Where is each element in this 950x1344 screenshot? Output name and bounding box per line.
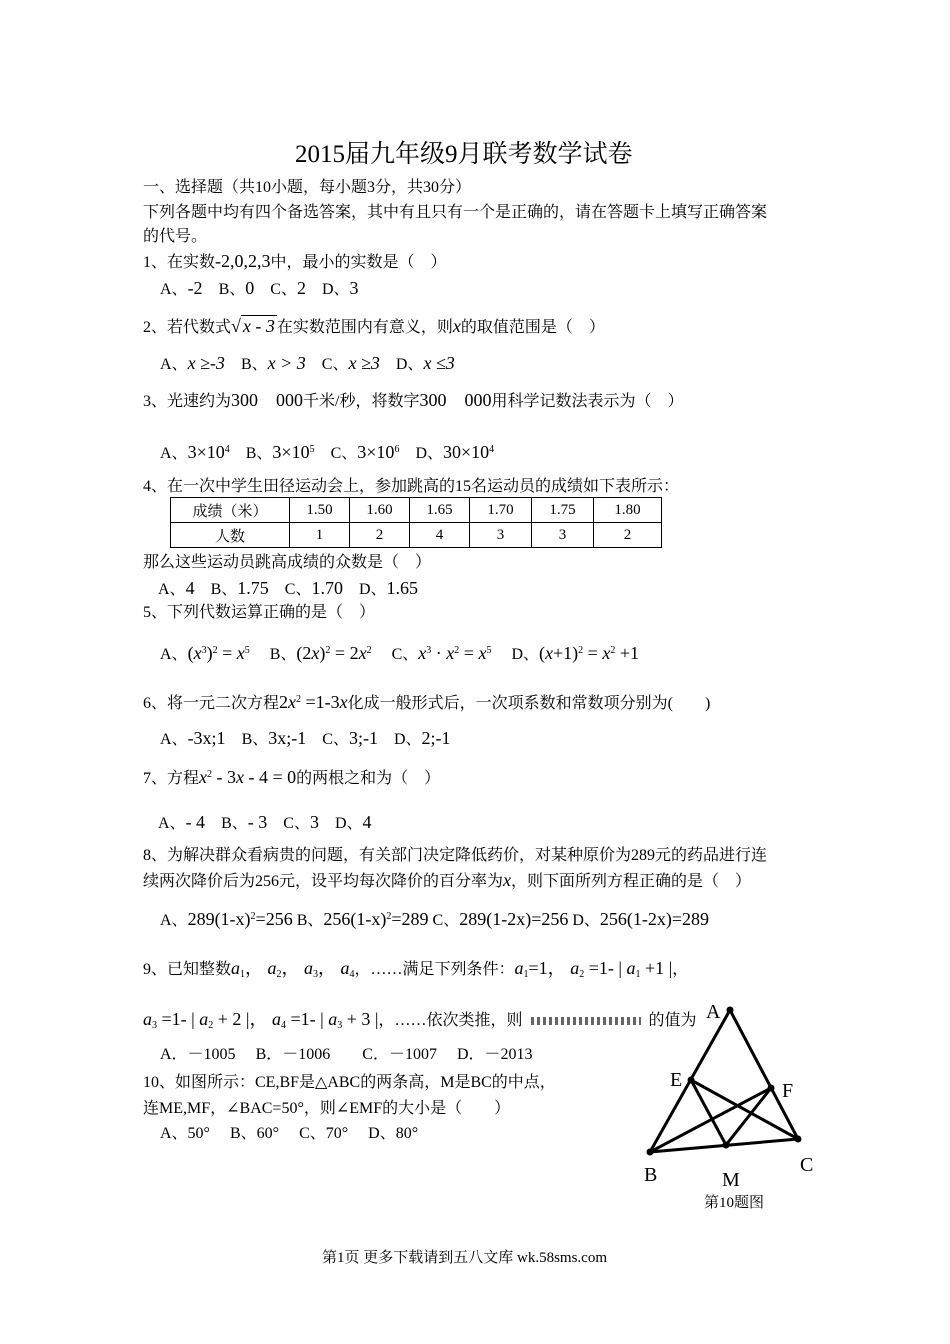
- page-footer: 第1页 更多下载请到五八文库 wk.58sms.com: [322, 1250, 608, 1266]
- q2-radicand: x - 3: [242, 316, 275, 336]
- q2-options: [160, 353, 455, 375]
- q8-option-a: 289(1-x): [187, 909, 251, 929]
- garbled-formula-image: [531, 1017, 641, 1025]
- table-cell: 1: [290, 523, 350, 548]
- q1-option-d-label: D、: [321, 281, 350, 298]
- page-title: 2015届九年级9月联考数学试卷: [295, 141, 633, 168]
- table-cell: 1.80: [594, 498, 662, 523]
- q8-option-a-rhs: =256: [255, 909, 293, 929]
- q3-option-b-exp: 5: [309, 444, 315, 455]
- q8-option-c: 289(1-2x)=256: [459, 909, 569, 929]
- q3-option-c-exp: 6: [394, 444, 400, 455]
- table-row-header: [171, 498, 662, 523]
- table-cell: 1.75: [532, 498, 594, 523]
- q5-option-c-label: C、: [391, 646, 419, 663]
- q5-options: A、$(x^3)^2 = x^5$ B、$(2x)^2 = 2x^2$ C、$x^3 \cdot x^2 = x^5$ D、$(x+1)^2 = x^2 +1$: [160, 643, 639, 663]
- question-3: [143, 390, 683, 412]
- score-table: [170, 497, 662, 548]
- q7-option-c: 3: [309, 812, 319, 832]
- q8-line2-post: ，则下面所列方程正确的是（ ）: [511, 873, 752, 890]
- question-4: 4、在一次中学生田径运动会上，参加跳高的15名运动员的成绩如下表所示：: [143, 478, 680, 495]
- q1-option-a-label: A、: [160, 281, 188, 298]
- q9-mid: ，……满足下列条件：: [354, 961, 515, 978]
- q9-line2-post: 的值为: [648, 1012, 697, 1029]
- label-b: B: [644, 1164, 658, 1186]
- question-8-line1: 8、为解决群众看病贵的问题，有关部门决定降低药价，对某种原价为289元的药品进行连: [143, 847, 768, 864]
- point-b: [647, 1149, 654, 1156]
- question-7: 7、方程$x^2 - 3x - 4 = 0$的两根之和为（ ）: [143, 767, 441, 787]
- q4-options: [158, 578, 418, 600]
- q4-option-c: 1.70: [311, 578, 343, 598]
- q6-post: 化成一般形式后，一次项系数和常数项分别为( ): [347, 695, 711, 712]
- label-m: M: [722, 1169, 740, 1191]
- question-9-line1: 9、已知整数$a_1$， $a_2$， $a_3$， $a_4$，……满足下列条件：$a_1=1$， $a_2 =1-$ | $a_1 +1$ |，: [143, 958, 689, 980]
- q2-mid: 在实数范围内有意义，则: [276, 319, 453, 336]
- q5-option-d-label: D、: [511, 646, 540, 663]
- q4-option-a: 4: [185, 578, 195, 598]
- q8-option-d: 256(1-2x)=289: [599, 909, 710, 929]
- q3-number-1: 300 000: [231, 390, 304, 410]
- question-8-line2: [143, 870, 751, 892]
- q6-option-d: 2;-1: [421, 728, 451, 748]
- q7-options: [158, 812, 372, 834]
- q10-option-c: C、70°: [299, 1125, 349, 1142]
- table-cell: 1.65: [410, 498, 470, 523]
- q10-option-a: A、50°: [160, 1125, 210, 1142]
- q2-option-d-label: D、: [395, 356, 424, 373]
- q7-option-b: - 3: [247, 812, 268, 832]
- q2-pre: 2、若代数式: [143, 319, 232, 336]
- q6-options: [160, 728, 451, 750]
- q8-options: A、$289(1-x)^2=256$ B、$256(1-x)^2=289$ C、289(1-2x)=256 D、256(1-2x)=289: [160, 909, 710, 929]
- label-c: C: [800, 1154, 814, 1176]
- q8-line2-pre: 续两次降价后为256元，设平均每次降价的百分率为: [143, 873, 504, 890]
- q3-pre: 3、光速约为: [143, 393, 232, 410]
- q1-option-d: 3: [349, 278, 359, 298]
- q3-option-a: 3×10: [187, 442, 225, 462]
- q7-option-a-label: A、: [158, 815, 186, 832]
- q1-post: 中，最小的实数是（ ）: [270, 254, 447, 271]
- table-cell: 1.60: [350, 498, 410, 523]
- q2-option-d: x ≤3: [423, 353, 455, 373]
- q3-option-b-label: B、: [245, 445, 273, 462]
- q3-options: [160, 440, 494, 464]
- q9-option-b: B．－1006: [255, 1046, 331, 1063]
- q2-var: x: [452, 316, 461, 336]
- q9-line2-mid: ，……依次类推，则: [378, 1012, 523, 1029]
- q3-mid: 千米/秒，将数字: [303, 393, 420, 410]
- instruction-line2: 的代号。: [143, 228, 208, 245]
- q8-option-c-label: C、: [432, 912, 460, 929]
- q7-pre: 7、方程: [143, 770, 200, 787]
- q6-option-c-label: C、: [322, 731, 349, 748]
- question-2: [143, 316, 605, 338]
- q2-option-a-label: A、: [160, 356, 188, 373]
- table-cell: 1.50: [290, 498, 350, 523]
- q1-option-c: 2: [296, 278, 306, 298]
- q7-option-d-label: D、: [334, 815, 363, 832]
- q2-post: 的取值范围是（ ）: [460, 319, 605, 336]
- q8-option-b-rhs: =289: [391, 909, 429, 929]
- sqrt-symbol: √ x - 3: [231, 316, 275, 336]
- q2-option-b-label: B、: [240, 356, 268, 373]
- label-f: F: [782, 1080, 794, 1102]
- question-1: [143, 251, 447, 273]
- table-row: [171, 523, 662, 548]
- question-6: 6、将一元二次方程$2x^2 =1-3x$化成一般形式后，一次项系数和常数项分别为( ): [143, 692, 711, 712]
- label-e: E: [670, 1069, 683, 1091]
- q6-option-b-label: B、: [241, 731, 269, 748]
- question-9-line2: $a_3 =1-$ | $a_2 + 2$ |， $a_4 =1-$ | $a_3 + 3$ |，……依次类推，则 的值为: [143, 1009, 697, 1031]
- q8-var: x: [503, 870, 512, 890]
- table-cell: 3: [532, 523, 594, 548]
- table-cell: 2: [594, 523, 662, 548]
- q6-option-a: -3x;1: [187, 728, 226, 748]
- section-heading: 一、选择题（共10小题，每小题3分，共30分）: [143, 179, 472, 196]
- label-a: A: [706, 1001, 721, 1023]
- point-m: [723, 1142, 730, 1149]
- q7-option-a: - 4: [185, 812, 206, 832]
- figure-caption: 第10题图: [704, 1195, 765, 1211]
- table-cell: 4: [410, 523, 470, 548]
- q7-option-d: 4: [362, 812, 372, 832]
- q1-option-a: -2: [187, 278, 203, 298]
- segment-mf: [726, 1088, 771, 1145]
- table-cell: 3: [470, 523, 532, 548]
- q4-option-b: 1.75: [237, 578, 269, 598]
- q2-option-a: x ≥-3: [187, 353, 225, 373]
- q7-post: 的两根之和为（ ）: [296, 770, 441, 787]
- q7-option-c-label: C、: [283, 815, 310, 832]
- q3-option-a-label: A、: [160, 445, 188, 462]
- q8-option-d-label: D、: [572, 912, 600, 929]
- question-10-line2: 连ME,MF，∠BAC=50°，则∠EMF的大小是（ ）: [143, 1100, 511, 1117]
- q6-option-d-label: D、: [393, 731, 422, 748]
- q10-option-b: B、60°: [229, 1125, 280, 1142]
- q3-option-c-label: C、: [330, 445, 358, 462]
- point-f: [768, 1085, 775, 1092]
- q1-option-b-label: B、: [218, 281, 246, 298]
- q3-option-d-label: D、: [415, 445, 444, 462]
- q1-pre: 1、在实数: [143, 254, 216, 271]
- q10-option-d: D、80°: [368, 1125, 419, 1142]
- q3-option-d-exp: 4: [489, 444, 495, 455]
- q9-option-d: D．－2013: [456, 1046, 533, 1063]
- q2-option-c-label: C、: [321, 356, 349, 373]
- q4-option-d: 1.65: [386, 578, 419, 598]
- q4-option-b-label: B、: [210, 581, 238, 598]
- q6-pre: 6、将一元二次方程: [143, 695, 280, 712]
- q5-option-a-label: A、: [160, 646, 188, 663]
- table-cell: 1.70: [470, 498, 532, 523]
- q6-option-c: 3;-1: [348, 728, 378, 748]
- q1-option-b: 0: [245, 278, 255, 298]
- question-5: 5、下列代数运算正确的是（ ）: [143, 604, 376, 621]
- q6-option-b: 3x;-1: [268, 728, 307, 748]
- q4-option-d-label: D、: [358, 581, 387, 598]
- q4-option-c-label: C、: [284, 581, 312, 598]
- q2-option-b: x > 3: [267, 353, 306, 373]
- q4-after: 那么这些运动员跳高成绩的众数是（ ）: [143, 554, 432, 571]
- q1-options: [160, 278, 359, 300]
- q10-options: [160, 1124, 418, 1144]
- instruction-line1: 下列各题中均有四个备选答案，其中有且只有一个是正确的，请在答题卡上填写正确答案: [143, 204, 768, 221]
- q4-option-a-label: A、: [158, 581, 186, 598]
- question-10-line1: 10、如图所示：CE,BF是△ABC的两条高，M是BC的中点，: [143, 1074, 556, 1091]
- q3-post: 用科学记数法表示为（ ）: [491, 393, 684, 410]
- q6-option-a-label: A、: [160, 731, 188, 748]
- q5-option-b-label: B、: [269, 646, 297, 663]
- q3-option-c: 3×10: [357, 442, 395, 462]
- q9-options: [160, 1045, 533, 1065]
- q8-option-a-label: A、: [160, 912, 188, 929]
- point-a: [727, 1007, 734, 1014]
- q3-option-a-exp: 4: [224, 444, 230, 455]
- q3-option-b: 3×10: [272, 442, 310, 462]
- table-cell: 成绩（米）: [171, 498, 290, 523]
- q9-pre: 9、已知整数: [143, 961, 232, 978]
- q2-option-c: x ≥3: [348, 353, 380, 373]
- table-cell: 人数: [171, 523, 290, 548]
- point-c: [795, 1136, 802, 1143]
- q3-number-2: 300 000: [419, 390, 492, 410]
- q8-option-b-label: B、: [296, 912, 324, 929]
- q9-option-a: A．－1005: [160, 1046, 236, 1063]
- q7-option-b-label: B、: [221, 815, 248, 832]
- point-e: [688, 1077, 695, 1084]
- table-cell: 2: [350, 523, 410, 548]
- q1-option-c-label: C、: [270, 281, 297, 298]
- q9-option-c: C．－1007: [362, 1046, 437, 1063]
- q8-option-b: 256(1-x): [323, 909, 387, 929]
- q3-option-d: 30×10: [443, 442, 490, 462]
- q1-nums: -2,0,2,3: [215, 251, 271, 271]
